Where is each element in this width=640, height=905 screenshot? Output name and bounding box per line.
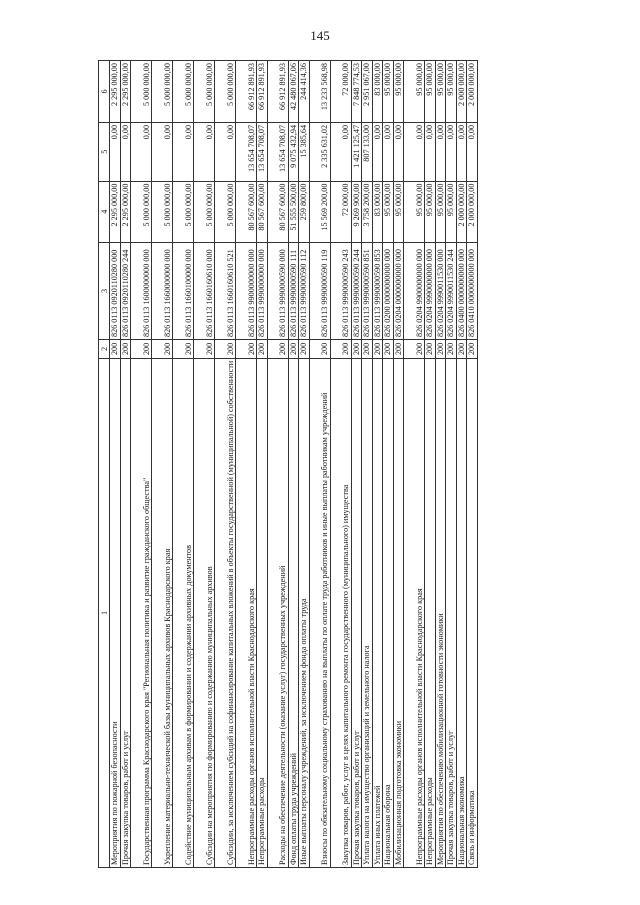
row-name-cell: Прочая закупка товаров, работ и услуг <box>351 358 362 867</box>
table-row <box>257 61 268 868</box>
table-row <box>383 61 394 868</box>
row-executed-cell: 0,00 <box>435 122 446 181</box>
row-code-cell: 200 <box>110 340 121 359</box>
row-amount-cell: 95 000,00 <box>383 181 394 242</box>
row-remaining-cell: 2 000 000,00 <box>456 61 467 123</box>
row-code-cell: 200 <box>330 340 351 359</box>
table-row <box>330 61 351 868</box>
table-row <box>288 61 299 868</box>
table-row <box>351 61 362 868</box>
row-executed-cell: 0,00 <box>131 122 152 181</box>
row-name-cell: Субсидии, за исключением субсидий на софинансирование капитальных вложений в объекты государственной (муниципальной) собственности <box>215 358 236 867</box>
row-code-cell: 200 <box>257 340 268 359</box>
row-remaining-cell: 7 848 774,53 <box>351 61 362 123</box>
row-name-cell: Мобилизационная подготовка экономики <box>393 358 404 867</box>
row-code-cell: 200 <box>435 340 446 359</box>
row-name-cell: Мероприятия по обеспечению мобилизационной готовности экономики <box>435 358 446 867</box>
header-col-1: 1 <box>99 358 110 867</box>
row-amount-cell: 5 000 000,00 <box>173 181 194 242</box>
row-amount-cell: 5 000 000,00 <box>215 181 236 242</box>
row-name-cell: Мероприятия по пожарной безопасности <box>110 358 121 867</box>
row-executed-cell: 0,00 <box>215 122 236 181</box>
row-executed-cell: 0,00 <box>393 122 404 181</box>
row-executed-cell: 0,00 <box>456 122 467 181</box>
table-row <box>194 61 215 868</box>
row-name-cell: Непрограммные расходы <box>425 358 436 867</box>
header-col-4: 4 <box>99 181 110 242</box>
table-row <box>236 61 257 868</box>
table-row <box>393 61 404 868</box>
table-row <box>173 61 194 868</box>
row-amount-cell: 80 567 600,00 <box>236 181 257 242</box>
row-name-cell: Закупка товаров, работ, услуг в целях капитального ремонта государственного (муниципального) имущества <box>330 358 351 867</box>
row-remaining-cell: 5 000 000,00 <box>173 61 194 123</box>
row-executed-cell: 0,00 <box>425 122 436 181</box>
row-executed-cell: 0,00 <box>467 122 478 181</box>
row-remaining-cell: 5 000 000,00 <box>215 61 236 123</box>
row-remaining-cell: 5 000 000,00 <box>152 61 173 123</box>
row-classification-cell: 826 0113 0920110280 000 <box>110 242 121 339</box>
row-code-cell: 200 <box>425 340 436 359</box>
row-executed-cell: 13 654 708,07 <box>236 122 257 181</box>
row-classification-cell: 826 0200 0000000000 000 <box>383 242 394 339</box>
row-executed-cell: 13 654 708,07 <box>267 122 288 181</box>
row-amount-cell: 80 567 600,00 <box>257 181 268 242</box>
row-code-cell: 200 <box>299 340 310 359</box>
row-amount-cell: 5 000 000,00 <box>194 181 215 242</box>
row-amount-cell: 83 000,00 <box>372 181 383 242</box>
row-name-cell: Содействие муниципальным архивам в формировании и содержании архивных документов <box>173 358 194 867</box>
row-amount-cell: 72 000,00 <box>330 181 351 242</box>
table-row <box>152 61 173 868</box>
page-number: 145 <box>310 28 330 43</box>
table-header-row <box>99 61 110 868</box>
row-code-cell: 200 <box>446 340 457 359</box>
table-row <box>131 61 152 868</box>
row-amount-cell: 95 000,00 <box>404 181 425 242</box>
row-code-cell: 200 <box>267 340 288 359</box>
row-executed-cell: 15 385,64 <box>299 122 310 181</box>
row-classification-cell: 826 0204 9990011530 244 <box>446 242 457 339</box>
row-classification-cell: 826 0113 9990000000 000 <box>257 242 268 339</box>
row-remaining-cell: 95 000,00 <box>383 61 394 123</box>
row-amount-cell: 80 567 600,00 <box>267 181 288 242</box>
row-code-cell: 200 <box>456 340 467 359</box>
header-col-3: 3 <box>99 242 110 339</box>
row-remaining-cell: 66 912 891,93 <box>267 61 288 123</box>
row-classification-cell: 826 0400 0000000000 000 <box>456 242 467 339</box>
table-row <box>467 61 478 868</box>
rotated-table-frame <box>98 60 598 868</box>
row-classification-cell: 826 0113 9990000590 851 <box>362 242 373 339</box>
row-name-cell: Иные выплаты персоналу учреждений, за исключением фонда оплаты труда <box>299 358 310 867</box>
row-code-cell: 200 <box>215 340 236 359</box>
row-remaining-cell: 2 951 067,00 <box>362 61 373 123</box>
row-remaining-cell: 66 912 891,93 <box>257 61 268 123</box>
row-classification-cell: 826 0204 0000000000 000 <box>393 242 404 339</box>
table-row <box>110 61 121 868</box>
row-code-cell: 200 <box>309 340 330 359</box>
row-name-cell: Национальная экономика <box>456 358 467 867</box>
row-code-cell: 200 <box>467 340 478 359</box>
row-name-cell: Расходы на обеспечение деятельности (оказание услуг) государственных учреждений <box>267 358 288 867</box>
row-classification-cell: 826 0113 1660160610 521 <box>215 242 236 339</box>
row-name-cell: Непрограммные расходы <box>257 358 268 867</box>
row-remaining-cell: 5 000 000,00 <box>131 61 152 123</box>
row-remaining-cell: 13 233 568,98 <box>309 61 330 123</box>
row-name-cell: Прочая закупка товаров, работ и услуг <box>120 358 131 867</box>
row-amount-cell: 2 000 000,00 <box>467 181 478 242</box>
row-name-cell: Связь и информатика <box>467 358 478 867</box>
table-row <box>425 61 436 868</box>
row-remaining-cell: 95 000,00 <box>446 61 457 123</box>
row-code-cell: 200 <box>173 340 194 359</box>
row-executed-cell: 0,00 <box>383 122 394 181</box>
row-classification-cell: 826 0113 9990000590 243 <box>330 242 351 339</box>
row-classification-cell: 826 0113 9990000590 853 <box>372 242 383 339</box>
budget-table <box>98 60 478 868</box>
row-classification-cell: 826 0113 9990000590 000 <box>267 242 288 339</box>
row-classification-cell: 826 0204 9900000000 000 <box>404 242 425 339</box>
row-classification-cell: 826 0113 1660100000 000 <box>173 242 194 339</box>
row-amount-cell: 9 269 900,00 <box>351 181 362 242</box>
row-amount-cell: 95 000,00 <box>446 181 457 242</box>
row-name-cell: Уплата налога на имущество организаций и земельного налога <box>362 358 373 867</box>
row-remaining-cell: 95 000,00 <box>425 61 436 123</box>
row-classification-cell: 826 0113 9990000590 112 <box>299 242 310 339</box>
row-classification-cell: 826 0113 1660160610 000 <box>194 242 215 339</box>
row-executed-cell: 9 075 432,94 <box>288 122 299 181</box>
row-executed-cell: 0,00 <box>404 122 425 181</box>
row-classification-cell: 826 0113 1660000000 000 <box>152 242 173 339</box>
row-code-cell: 200 <box>372 340 383 359</box>
row-remaining-cell: 42 480 067,06 <box>288 61 299 123</box>
row-name-cell: Непрограммные расходы органов исполнительной власти Краснодарского края <box>404 358 425 867</box>
row-amount-cell: 51 555 500,00 <box>288 181 299 242</box>
row-remaining-cell: 2 000 000,00 <box>467 61 478 123</box>
row-classification-cell: 826 0113 9990000590 119 <box>309 242 330 339</box>
row-amount-cell: 259 800,00 <box>299 181 310 242</box>
row-amount-cell: 2 295 000,00 <box>110 181 121 242</box>
row-code-cell: 200 <box>236 340 257 359</box>
row-classification-cell: 826 0204 9990000000 000 <box>425 242 436 339</box>
row-classification-cell: 826 0113 9990000590 244 <box>351 242 362 339</box>
row-remaining-cell: 66 912 891,93 <box>236 61 257 123</box>
row-code-cell: 200 <box>393 340 404 359</box>
row-executed-cell: 0,00 <box>194 122 215 181</box>
row-executed-cell: 0,00 <box>446 122 457 181</box>
row-executed-cell: 0,00 <box>330 122 351 181</box>
row-amount-cell: 15 569 200,00 <box>309 181 330 242</box>
row-name-cell: Взносы по обязательному социальному страхованию на выплаты по оплате труда работников и иные выплаты работникам учреждений <box>309 358 330 867</box>
row-amount-cell: 95 000,00 <box>425 181 436 242</box>
table-row <box>456 61 467 868</box>
table-row <box>372 61 383 868</box>
row-classification-cell: 826 0204 9990011530 000 <box>435 242 446 339</box>
row-amount-cell: 5 000 000,00 <box>131 181 152 242</box>
row-classification-cell: 826 0113 9900000000 000 <box>236 242 257 339</box>
row-classification-cell: 826 0410 0000000000 000 <box>467 242 478 339</box>
row-code-cell: 200 <box>120 340 131 359</box>
row-classification-cell: 826 0113 0920110280 244 <box>120 242 131 339</box>
row-amount-cell: 95 000,00 <box>435 181 446 242</box>
row-remaining-cell: 95 000,00 <box>404 61 425 123</box>
row-executed-cell: 0,00 <box>372 122 383 181</box>
row-executed-cell: 0,00 <box>173 122 194 181</box>
row-remaining-cell: 83 000,00 <box>372 61 383 123</box>
row-name-cell: Фонд оплаты труда учреждений <box>288 358 299 867</box>
table-row <box>446 61 457 868</box>
header-col-5: 5 <box>99 122 110 181</box>
table-row <box>215 61 236 868</box>
rotated-table-container <box>98 60 598 868</box>
row-amount-cell: 2 000 000,00 <box>456 181 467 242</box>
row-executed-cell: 0,00 <box>120 122 131 181</box>
row-name-cell: Укрепление материально-технической базы муниципальных архивов Краснодарского края <box>152 358 173 867</box>
row-code-cell: 200 <box>404 340 425 359</box>
row-classification-cell: 826 0113 1600000000 000 <box>131 242 152 339</box>
row-remaining-cell: 5 000 000,00 <box>194 61 215 123</box>
row-code-cell: 200 <box>152 340 173 359</box>
row-remaining-cell: 2 295 000,00 <box>120 61 131 123</box>
row-code-cell: 200 <box>131 340 152 359</box>
row-remaining-cell: 72 000,00 <box>330 61 351 123</box>
row-executed-cell: 13 654 708,07 <box>257 122 268 181</box>
row-amount-cell: 2 295 000,00 <box>120 181 131 242</box>
row-name-cell: Прочая закупка товаров, работ и услуг <box>446 358 457 867</box>
row-amount-cell: 3 758 200,00 <box>362 181 373 242</box>
row-name-cell: Непрограммные расходы органов исполнительной власти Краснодарского края <box>236 358 257 867</box>
row-executed-cell: 807 133,00 <box>362 122 373 181</box>
row-code-cell: 200 <box>383 340 394 359</box>
row-remaining-cell: 244 414,36 <box>299 61 310 123</box>
row-code-cell: 200 <box>351 340 362 359</box>
table-body <box>110 61 478 868</box>
row-executed-cell: 1 421 125,47 <box>351 122 362 181</box>
table-row <box>267 61 288 868</box>
row-code-cell: 200 <box>362 340 373 359</box>
table-row <box>362 61 373 868</box>
header-col-2: 2 <box>99 340 110 359</box>
row-executed-cell: 0,00 <box>152 122 173 181</box>
row-name-cell: Национальная оборона <box>383 358 394 867</box>
row-name-cell: Уплата иных платежей <box>372 358 383 867</box>
row-classification-cell: 826 0113 9990000590 111 <box>288 242 299 339</box>
row-code-cell: 200 <box>194 340 215 359</box>
table-row <box>299 61 310 868</box>
table-row <box>404 61 425 868</box>
header-col-6: 6 <box>99 61 110 123</box>
row-name-cell: Государственная программа Краснодарского края "Региональная политика и развитие гражданского общества" <box>131 358 152 867</box>
row-remaining-cell: 95 000,00 <box>393 61 404 123</box>
row-code-cell: 200 <box>288 340 299 359</box>
row-executed-cell: 2 335 631,02 <box>309 122 330 181</box>
row-remaining-cell: 2 295 000,00 <box>110 61 121 123</box>
row-amount-cell: 5 000 000,00 <box>152 181 173 242</box>
table-row <box>309 61 330 868</box>
row-remaining-cell: 95 000,00 <box>435 61 446 123</box>
row-executed-cell: 0,00 <box>110 122 121 181</box>
row-amount-cell: 95 000,00 <box>393 181 404 242</box>
row-name-cell: Субсидии на мероприятия по формированию и содержанию муниципальных архивов <box>194 358 215 867</box>
table-row <box>435 61 446 868</box>
table-row <box>120 61 131 868</box>
